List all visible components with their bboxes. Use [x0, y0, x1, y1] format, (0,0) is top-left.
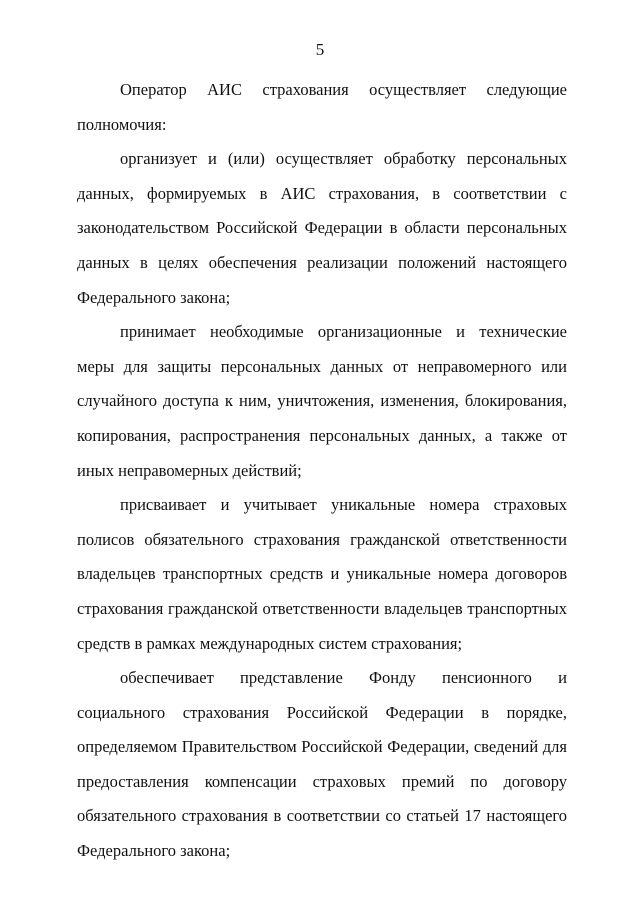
- paragraph-provides-information: обеспечивает представление Фонду пенсионного и социального страхования Российской Федерации в порядке, определяемом Правительством Российской Федерации, сведений для предоставления компенсации страховых премий по договору обязательного страхования в соответствии со статьей 17 настоящего Федерального закона;: [77, 668, 567, 861]
- paragraph-organizes-processing: организует и (или) осуществляет обработку персональных данных, формируемых в АИС страхования, в соответствии с законодательством Российской Федерации в области персональных данных в целях обеспечения реализации положений настоящего Федерального закона;: [77, 149, 567, 307]
- paragraph-protection-measures: принимает необходимые организационные и технические меры для защиты персональных данных от неправомерного или случайного доступа к ним, уничтожения, изменения, блокирования, копирования, распространения персональных данных, а также от иных неправомерных действий;: [77, 322, 567, 480]
- document-body: [77, 73, 567, 869]
- paragraph-intro: Оператор АИС страхования осуществляет следующие полномочия:: [77, 80, 567, 134]
- paragraph-assigns-numbers: присваивает и учитывает уникальные номера страховых полисов обязательного страхования гражданской ответственности владельцев транспортных средств и уникальные номера договоров страхования гражданской ответственности владельцев транспортных средств в рамках международных систем страхования;: [77, 495, 567, 653]
- page-number: 5: [315, 40, 325, 59]
